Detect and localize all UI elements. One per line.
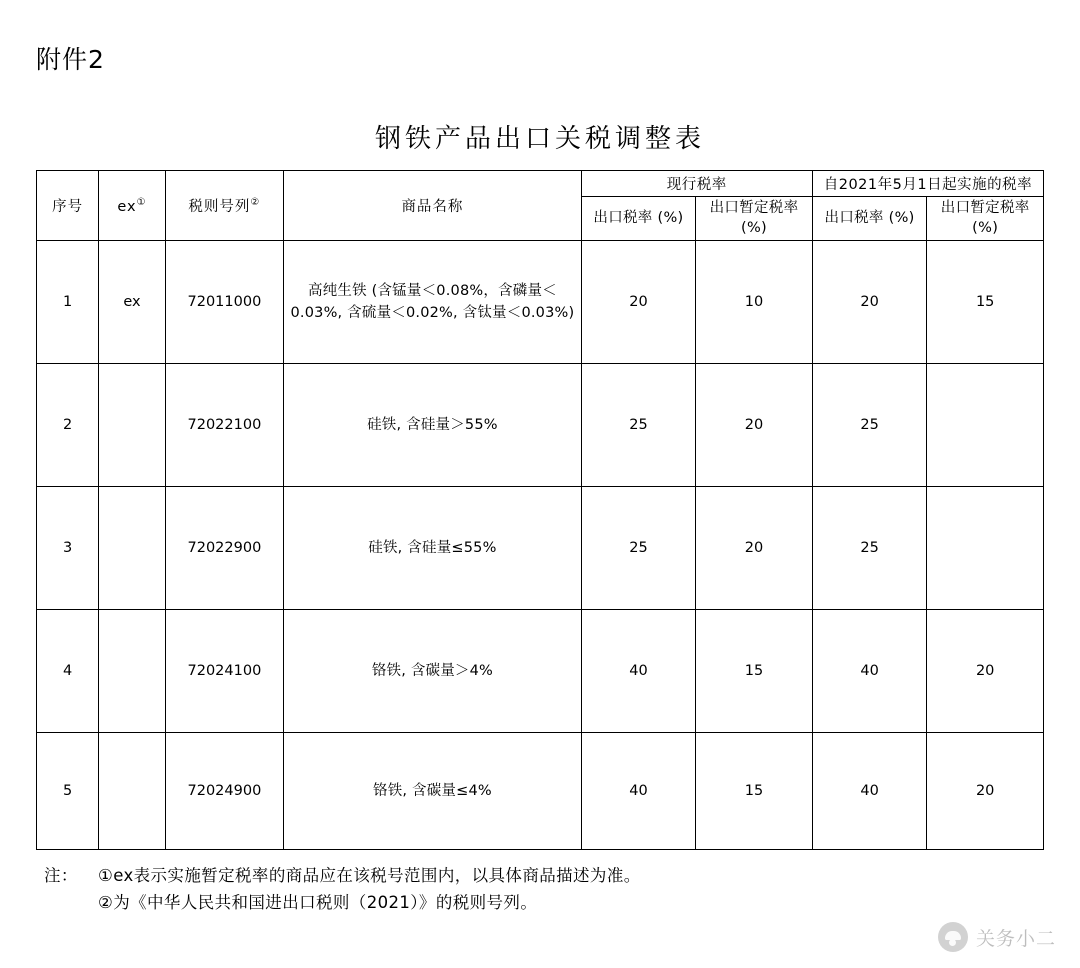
footnote-label: 注：: [44, 866, 78, 885]
cell-seq: 2: [37, 364, 99, 487]
cell-new-rate: 25: [812, 364, 927, 487]
cell-current-temp: 20: [696, 364, 813, 487]
cell-new-rate: 25: [812, 487, 927, 610]
column-header-new-export-rate: 出口税率 (%): [812, 197, 927, 241]
footnote-text-1: ①ex表示实施暂定税率的商品应在该税号范围内，以具体商品描述为准。: [98, 866, 641, 885]
attachment-label: 附件2: [36, 45, 105, 74]
cell-code: 72011000: [165, 241, 284, 364]
cell-current-rate: 40: [581, 733, 696, 850]
cell-new-rate: 40: [812, 610, 927, 733]
cell-current-rate: 25: [581, 364, 696, 487]
column-header-ex-label: ex: [117, 198, 137, 215]
cell-code: 72022900: [165, 487, 284, 610]
cell-seq: 1: [37, 241, 99, 364]
cell-new-rate: 40: [812, 733, 927, 850]
cell-new-temp: 20: [927, 610, 1044, 733]
column-header-current-temp-rate-line2: (%): [741, 219, 768, 236]
column-header-code-label: 税则号列: [188, 199, 251, 216]
table-row: [37, 487, 1044, 610]
column-header-ex: [99, 171, 165, 241]
cell-new-temp: 20: [927, 733, 1044, 850]
column-header-name: 商品名称: [284, 171, 581, 241]
cell-current-rate: 40: [581, 610, 696, 733]
cell-seq: 4: [37, 610, 99, 733]
footnote-marker-1: ①: [136, 196, 147, 208]
watermark-text: 关务小二: [975, 927, 1056, 950]
watermark-logo-icon: [938, 922, 968, 952]
tax-adjustment-table: [36, 170, 1044, 850]
cell-new-temp: [927, 364, 1044, 487]
table-row: [37, 610, 1044, 733]
column-header-new-temp-rate: [927, 197, 1044, 241]
cell-name: 铬铁, 含碳量＞4%: [284, 610, 581, 733]
column-header-new-temp-rate-line2: (%): [972, 219, 999, 236]
cell-ex: [99, 610, 165, 733]
cell-current-rate: 20: [581, 241, 696, 364]
table-footnotes: [44, 862, 641, 916]
watermark: [938, 922, 1056, 952]
cell-ex: ex: [99, 241, 165, 364]
cell-seq: 3: [37, 487, 99, 610]
cell-new-temp: 15: [927, 241, 1044, 364]
cell-ex: [99, 364, 165, 487]
column-header-current-temp-rate: [696, 197, 813, 241]
cell-name: 高纯生铁 (含锰量＜0.08%，含磷量＜0.03%, 含硫量＜0.02%, 含钛量＜0.03%): [284, 241, 581, 364]
column-group-header-current: 现行税率: [581, 171, 812, 197]
column-header-new-temp-rate-line1: 出口暂定税率: [940, 200, 1030, 216]
column-header-code: [165, 171, 284, 241]
cell-code: 72024900: [165, 733, 284, 850]
page-title: 钢铁产品出口关税调整表: [374, 124, 705, 154]
column-header-seq: 序号: [37, 171, 99, 241]
column-header-current-export-rate: 出口税率 (%): [581, 197, 696, 241]
cell-ex: [99, 733, 165, 850]
cell-code: 72022100: [165, 364, 284, 487]
footnote-marker-2: ②: [250, 197, 261, 209]
table-row: [37, 364, 1044, 487]
table-row: [37, 241, 1044, 364]
footnote-line-2: [44, 889, 641, 916]
cell-new-rate: 20: [812, 241, 927, 364]
cell-name: 硅铁, 含硅量＞55%: [284, 364, 581, 487]
column-header-current-temp-rate-line1: 出口暂定税率: [709, 200, 799, 216]
footnote-text-2: ②为《中华人民共和国进出口税则（2021）》的税则号列。: [98, 893, 538, 913]
cell-current-temp: 15: [696, 610, 813, 733]
table-header-row-1: [37, 171, 1044, 197]
cell-current-temp: 15: [696, 733, 813, 850]
table-row: [37, 733, 1044, 850]
cell-code: 72024100: [165, 610, 284, 733]
cell-current-temp: 20: [696, 487, 813, 610]
footnote-line-1: [44, 862, 641, 889]
cell-current-temp: 10: [696, 241, 813, 364]
cell-name: 硅铁, 含硅量≤55%: [284, 487, 581, 610]
column-group-header-new: 自2021年5月1日起实施的税率: [812, 171, 1043, 197]
cell-name: 铬铁, 含碳量≤4%: [284, 733, 581, 850]
cell-new-temp: [927, 487, 1044, 610]
cell-current-rate: 25: [581, 487, 696, 610]
cell-ex: [99, 487, 165, 610]
cell-seq: 5: [37, 733, 99, 850]
